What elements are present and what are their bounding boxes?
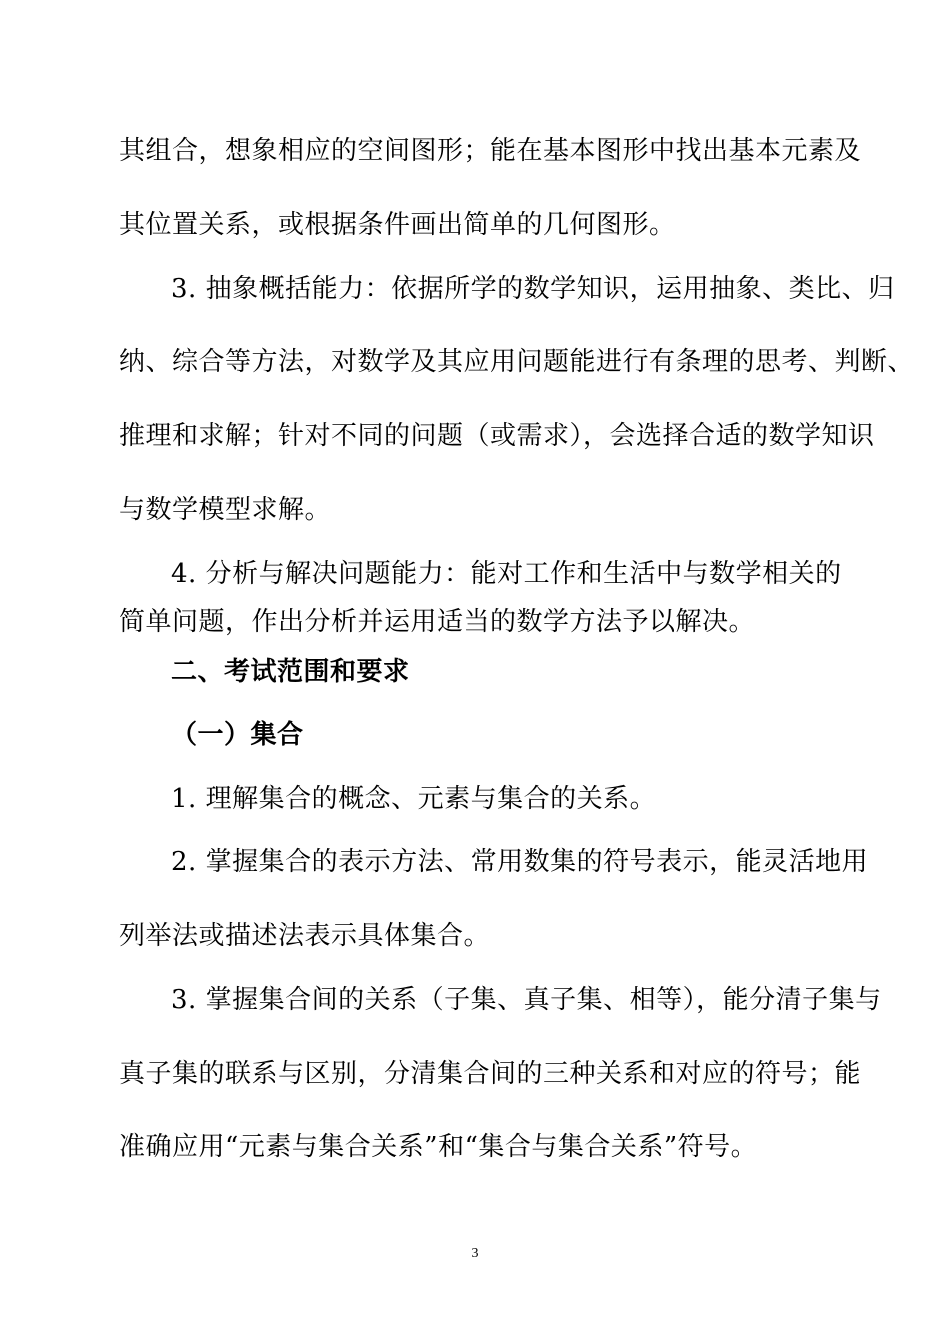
paragraph-line: 简单问题，作出分析并运用适当的数学方法予以解决。 <box>119 607 756 637</box>
paragraph-line: 1. 理解集合的概念、元素与集合的关系。 <box>171 784 657 814</box>
paragraph-line: 纳、综合等方法，对数学及其应用问题能进行有条理的思考、判断、 <box>119 347 915 377</box>
paragraph-line: 推理和求解；针对不同的问题（或需求），会选择合适的数学知识 <box>119 421 875 451</box>
paragraph-line: 其组合，想象相应的空间图形；能在基本图形中找出基本元素及 <box>119 136 862 166</box>
subsection-heading: （一）集合 <box>171 720 304 750</box>
section-heading: 二、考试范围和要求 <box>171 657 410 687</box>
page-number: 3 <box>471 1246 479 1261</box>
paragraph-line: 准确应用“元素与集合关系”和“集合与集合关系”符号。 <box>119 1132 758 1162</box>
paragraph-line: 与数学模型求解。 <box>119 495 332 525</box>
paragraph-line: 3. 抽象概括能力：依据所学的数学知识，运用抽象、类比、归 <box>171 274 895 304</box>
paragraph-line: 列举法或描述法表示具体集合。 <box>119 921 491 951</box>
paragraph-line: 其位置关系，或根据条件画出简单的几何图形。 <box>119 210 676 240</box>
paragraph-line: 2. 掌握集合的表示方法、常用数集的符号表示，能灵活地用 <box>171 847 869 877</box>
paragraph-line: 4. 分析与解决问题能力：能对工作和生活中与数学相关的 <box>171 559 842 589</box>
paragraph-line: 3. 掌握集合间的关系（子集、真子集、相等），能分清子集与 <box>171 985 882 1015</box>
paragraph-line: 真子集的联系与区别，分清集合间的三种关系和对应的符号；能 <box>119 1059 862 1089</box>
